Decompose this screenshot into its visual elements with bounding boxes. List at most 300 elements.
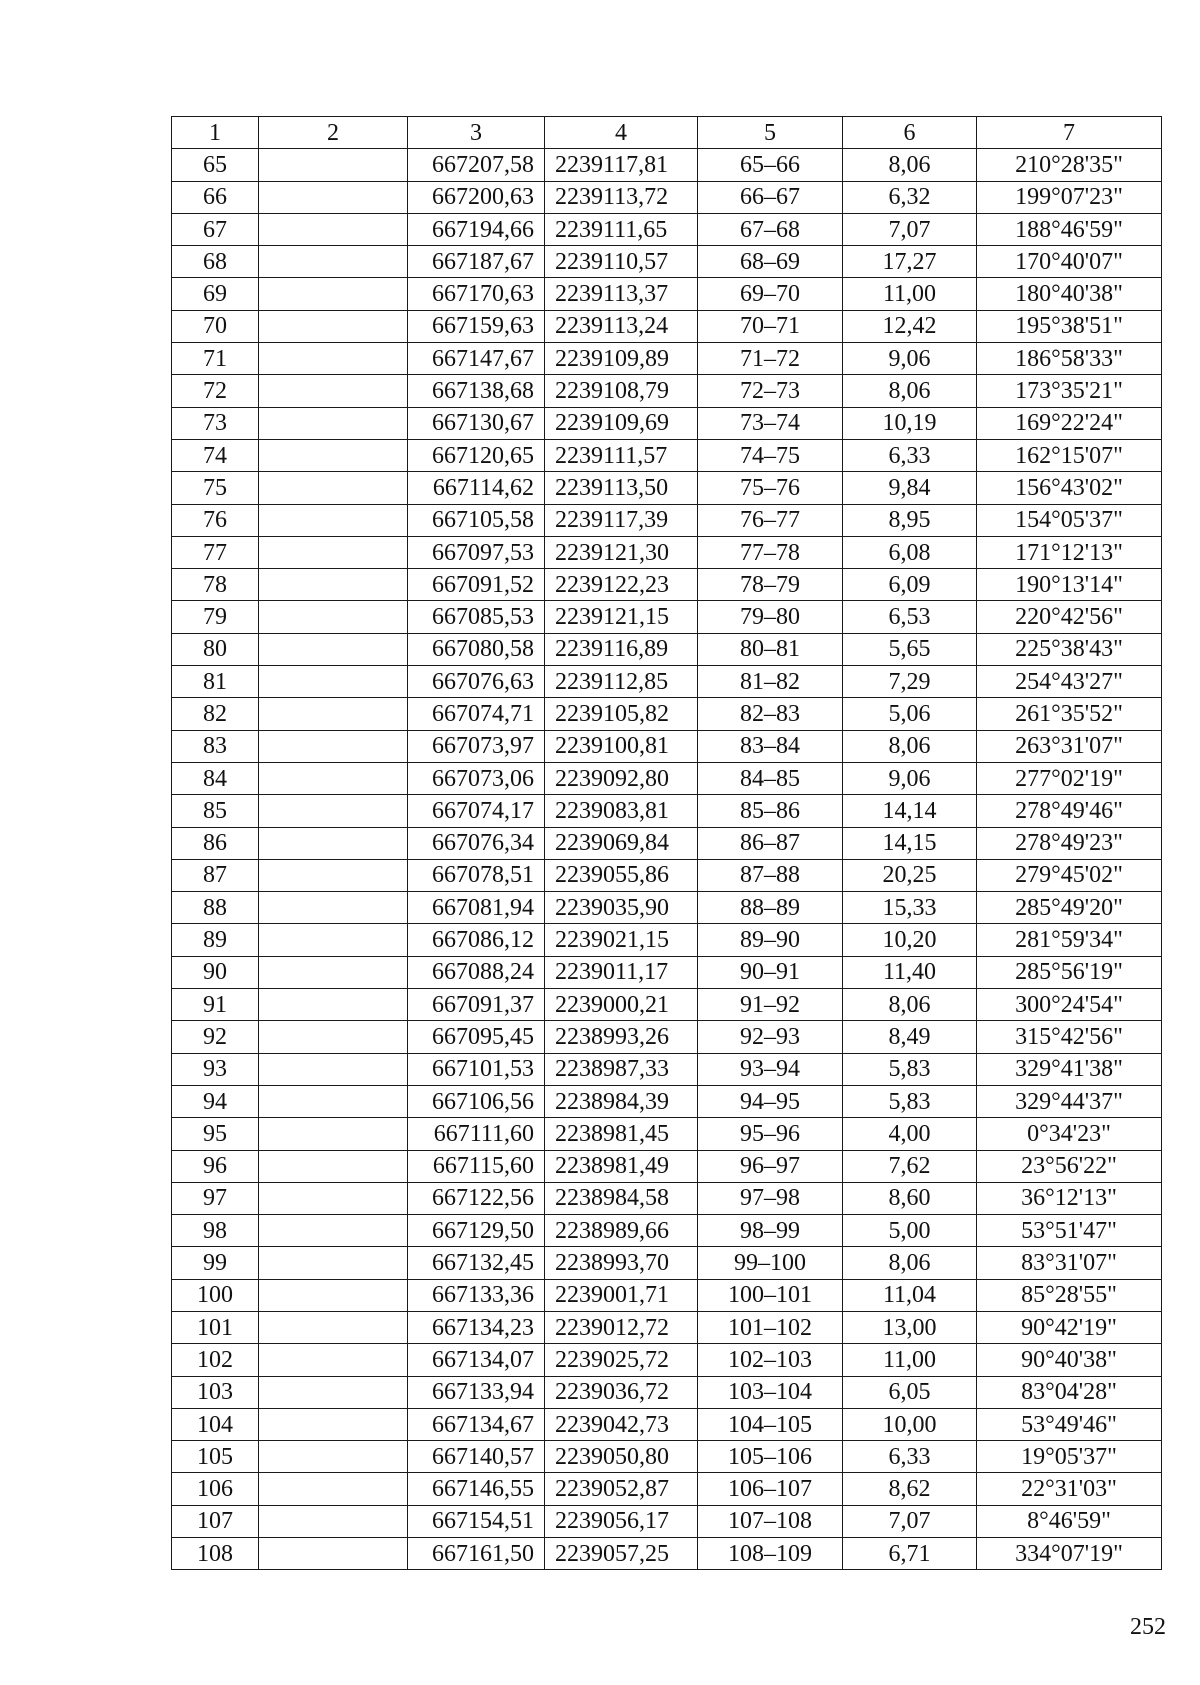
bearing-cell: 277°02'19" [977,762,1162,794]
segment-cell: 71–72 [698,343,843,375]
y-coordinate-cell: 2239083,81 [545,795,698,827]
bearing-cell: 36°12'13" [977,1182,1162,1214]
length-cell: 14,15 [843,827,977,859]
bearing-cell: 22°31'03" [977,1473,1162,1505]
table-row [172,375,1162,407]
blank-cell [259,310,408,342]
segment-cell: 85–86 [698,795,843,827]
bearing-cell: 154°05'37" [977,504,1162,536]
x-coordinate-cell: 667074,17 [408,795,545,827]
length-cell: 10,00 [843,1408,977,1440]
y-coordinate-cell: 2239056,17 [545,1505,698,1537]
point-number-cell: 100 [172,1279,259,1311]
table-row [172,1344,1162,1376]
x-coordinate-cell: 667081,94 [408,892,545,924]
x-coordinate-cell: 667130,67 [408,407,545,439]
header-cell: 1 [172,117,259,149]
bearing-cell: 263°31'07" [977,730,1162,762]
segment-cell: 66–67 [698,181,843,213]
blank-cell [259,1344,408,1376]
y-coordinate-cell: 2239069,84 [545,827,698,859]
segment-cell: 107–108 [698,1505,843,1537]
y-coordinate-cell: 2239057,25 [545,1538,698,1570]
table-row [172,1311,1162,1343]
y-coordinate-cell: 2239012,72 [545,1311,698,1343]
x-coordinate-cell: 667088,24 [408,956,545,988]
point-number-cell: 68 [172,246,259,278]
segment-cell: 100–101 [698,1279,843,1311]
table-row [172,1215,1162,1247]
page-number: 252 [1130,1614,1166,1640]
length-cell: 5,83 [843,1085,977,1117]
blank-cell [259,730,408,762]
blank-cell [259,439,408,471]
y-coordinate-cell: 2239111,65 [545,213,698,245]
x-coordinate-cell: 667133,94 [408,1376,545,1408]
blank-cell [259,1473,408,1505]
x-coordinate-cell: 667207,58 [408,149,545,181]
y-coordinate-cell: 2239110,57 [545,246,698,278]
point-number-cell: 89 [172,924,259,956]
length-cell: 6,33 [843,1441,977,1473]
table-row [172,956,1162,988]
blank-cell [259,1376,408,1408]
segment-cell: 102–103 [698,1344,843,1376]
blank-cell [259,1182,408,1214]
x-coordinate-cell: 667105,58 [408,504,545,536]
header-cell: 5 [698,117,843,149]
y-coordinate-cell: 2239042,73 [545,1408,698,1440]
bearing-cell: 329°41'38" [977,1053,1162,1085]
x-coordinate-cell: 667111,60 [408,1118,545,1150]
segment-cell: 95–96 [698,1118,843,1150]
y-coordinate-cell: 2239108,79 [545,375,698,407]
blank-cell [259,1053,408,1085]
segment-cell: 70–71 [698,310,843,342]
length-cell: 6,32 [843,181,977,213]
length-cell: 6,08 [843,536,977,568]
bearing-cell: 315°42'56" [977,1021,1162,1053]
bearing-cell: 281°59'34" [977,924,1162,956]
x-coordinate-cell: 667097,53 [408,536,545,568]
point-number-cell: 98 [172,1215,259,1247]
table-row [172,698,1162,730]
bearing-cell: 225°38'43" [977,633,1162,665]
point-number-cell: 97 [172,1182,259,1214]
x-coordinate-cell: 667078,51 [408,859,545,891]
bearing-cell: 329°44'37" [977,1085,1162,1117]
x-coordinate-cell: 667132,45 [408,1247,545,1279]
header-cell: 6 [843,117,977,149]
segment-cell: 92–93 [698,1021,843,1053]
segment-cell: 98–99 [698,1215,843,1247]
bearing-cell: 220°42'56" [977,601,1162,633]
point-number-cell: 73 [172,407,259,439]
point-number-cell: 82 [172,698,259,730]
segment-cell: 108–109 [698,1538,843,1570]
x-coordinate-cell: 667170,63 [408,278,545,310]
point-number-cell: 76 [172,504,259,536]
segment-cell: 83–84 [698,730,843,762]
table-row [172,1538,1162,1570]
blank-cell [259,956,408,988]
y-coordinate-cell: 2238993,26 [545,1021,698,1053]
bearing-cell: 53°51'47" [977,1215,1162,1247]
blank-cell [259,504,408,536]
segment-cell: 101–102 [698,1311,843,1343]
segment-cell: 67–68 [698,213,843,245]
blank-cell [259,795,408,827]
x-coordinate-cell: 667134,07 [408,1344,545,1376]
length-cell: 9,06 [843,343,977,375]
segment-cell: 99–100 [698,1247,843,1279]
bearing-cell: 195°38'51" [977,310,1162,342]
point-number-cell: 83 [172,730,259,762]
point-number-cell: 77 [172,536,259,568]
length-cell: 10,20 [843,924,977,956]
blank-cell [259,472,408,504]
segment-cell: 93–94 [698,1053,843,1085]
length-cell: 11,40 [843,956,977,988]
segment-cell: 88–89 [698,892,843,924]
y-coordinate-cell: 2238984,58 [545,1182,698,1214]
bearing-cell: 83°04'28" [977,1376,1162,1408]
blank-cell [259,343,408,375]
length-cell: 5,06 [843,698,977,730]
segment-cell: 76–77 [698,504,843,536]
table-row [172,601,1162,633]
blank-cell [259,1150,408,1182]
bearing-cell: 334°07'19" [977,1538,1162,1570]
table-row [172,1441,1162,1473]
bearing-cell: 170°40'07" [977,246,1162,278]
length-cell: 11,04 [843,1279,977,1311]
x-coordinate-cell: 667120,65 [408,439,545,471]
length-cell: 11,00 [843,1344,977,1376]
y-coordinate-cell: 2239000,21 [545,989,698,1021]
y-coordinate-cell: 2239117,39 [545,504,698,536]
table-row [172,1376,1162,1408]
length-cell: 9,06 [843,762,977,794]
table-row [172,762,1162,794]
bearing-cell: 0°34'23" [977,1118,1162,1150]
blank-cell [259,892,408,924]
x-coordinate-cell: 667076,34 [408,827,545,859]
bearing-cell: 261°35'52" [977,698,1162,730]
blank-cell [259,666,408,698]
bearing-cell: 278°49'23" [977,827,1162,859]
blank-cell [259,1505,408,1537]
table-row [172,1408,1162,1440]
bearing-cell: 254°43'27" [977,666,1162,698]
length-cell: 10,19 [843,407,977,439]
length-cell: 8,06 [843,989,977,1021]
segment-cell: 69–70 [698,278,843,310]
segment-cell: 97–98 [698,1182,843,1214]
x-coordinate-cell: 667133,36 [408,1279,545,1311]
length-cell: 5,83 [843,1053,977,1085]
segment-cell: 86–87 [698,827,843,859]
segment-cell: 96–97 [698,1150,843,1182]
blank-cell [259,375,408,407]
bearing-cell: 156°43'02" [977,472,1162,504]
table-row [172,1053,1162,1085]
x-coordinate-cell: 667146,55 [408,1473,545,1505]
x-coordinate-cell: 667101,53 [408,1053,545,1085]
bearing-cell: 188°46'59" [977,213,1162,245]
table-row [172,730,1162,762]
point-number-cell: 96 [172,1150,259,1182]
length-cell: 11,00 [843,278,977,310]
length-cell: 6,05 [843,1376,977,1408]
x-coordinate-cell: 667115,60 [408,1150,545,1182]
length-cell: 5,00 [843,1215,977,1247]
header-cell: 2 [259,117,408,149]
x-coordinate-cell: 667161,50 [408,1538,545,1570]
y-coordinate-cell: 2239055,86 [545,859,698,891]
blank-cell [259,1279,408,1311]
bearing-cell: 8°46'59" [977,1505,1162,1537]
table-row [172,1505,1162,1537]
segment-cell: 104–105 [698,1408,843,1440]
table-row [172,1247,1162,1279]
segment-cell: 84–85 [698,762,843,794]
length-cell: 12,42 [843,310,977,342]
segment-cell: 106–107 [698,1473,843,1505]
table-row [172,633,1162,665]
y-coordinate-cell: 2239109,89 [545,343,698,375]
length-cell: 14,14 [843,795,977,827]
blank-cell [259,989,408,1021]
bearing-cell: 210°28'35" [977,149,1162,181]
segment-cell: 82–83 [698,698,843,730]
y-coordinate-cell: 2239011,17 [545,956,698,988]
table-row [172,1473,1162,1505]
segment-cell: 77–78 [698,536,843,568]
blank-cell [259,1215,408,1247]
x-coordinate-cell: 667138,68 [408,375,545,407]
length-cell: 8,06 [843,375,977,407]
x-coordinate-cell: 667147,67 [408,343,545,375]
x-coordinate-cell: 667091,52 [408,569,545,601]
bearing-cell: 180°40'38" [977,278,1162,310]
blank-cell [259,1118,408,1150]
x-coordinate-cell: 667187,67 [408,246,545,278]
point-number-cell: 107 [172,1505,259,1537]
point-number-cell: 101 [172,1311,259,1343]
point-number-cell: 91 [172,989,259,1021]
segment-cell: 79–80 [698,601,843,633]
point-number-cell: 66 [172,181,259,213]
point-number-cell: 87 [172,859,259,891]
length-cell: 17,27 [843,246,977,278]
x-coordinate-cell: 667140,57 [408,1441,545,1473]
bearing-cell: 23°56'22" [977,1150,1162,1182]
y-coordinate-cell: 2239116,89 [545,633,698,665]
blank-cell [259,1441,408,1473]
point-number-cell: 81 [172,666,259,698]
y-coordinate-cell: 2239113,50 [545,472,698,504]
blank-cell [259,1538,408,1570]
y-coordinate-cell: 2238989,66 [545,1215,698,1247]
table-row [172,795,1162,827]
point-number-cell: 95 [172,1118,259,1150]
segment-cell: 81–82 [698,666,843,698]
x-coordinate-cell: 667159,63 [408,310,545,342]
length-cell: 6,53 [843,601,977,633]
table-row [172,569,1162,601]
point-number-cell: 106 [172,1473,259,1505]
length-cell: 8,95 [843,504,977,536]
bearing-cell: 169°22'24" [977,407,1162,439]
table-row [172,1150,1162,1182]
blank-cell [259,1247,408,1279]
table-row [172,924,1162,956]
x-coordinate-cell: 667106,56 [408,1085,545,1117]
segment-cell: 94–95 [698,1085,843,1117]
blank-cell [259,924,408,956]
y-coordinate-cell: 2239117,81 [545,149,698,181]
blank-cell [259,407,408,439]
table-row [172,278,1162,310]
point-number-cell: 92 [172,1021,259,1053]
table-row [172,439,1162,471]
x-coordinate-cell: 667200,63 [408,181,545,213]
x-coordinate-cell: 667091,37 [408,989,545,1021]
point-number-cell: 94 [172,1085,259,1117]
blank-cell [259,1085,408,1117]
bearing-cell: 90°42'19" [977,1311,1162,1343]
point-number-cell: 88 [172,892,259,924]
y-coordinate-cell: 2239050,80 [545,1441,698,1473]
y-coordinate-cell: 2238981,45 [545,1118,698,1150]
table-row [172,1085,1162,1117]
x-coordinate-cell: 667134,67 [408,1408,545,1440]
bearing-cell: 186°58'33" [977,343,1162,375]
blank-cell [259,633,408,665]
y-coordinate-cell: 2239121,15 [545,601,698,633]
table-row [172,1182,1162,1214]
blank-cell [259,601,408,633]
point-number-cell: 67 [172,213,259,245]
blank-cell [259,569,408,601]
point-number-cell: 108 [172,1538,259,1570]
point-number-cell: 104 [172,1408,259,1440]
length-cell: 7,07 [843,1505,977,1537]
point-number-cell: 80 [172,633,259,665]
point-number-cell: 90 [172,956,259,988]
y-coordinate-cell: 2239105,82 [545,698,698,730]
length-cell: 6,33 [843,439,977,471]
y-coordinate-cell: 2239092,80 [545,762,698,794]
blank-cell [259,181,408,213]
table-row [172,504,1162,536]
point-number-cell: 93 [172,1053,259,1085]
y-coordinate-cell: 2239052,87 [545,1473,698,1505]
table-row [172,536,1162,568]
length-cell: 7,07 [843,213,977,245]
table-row [172,892,1162,924]
bearing-cell: 162°15'07" [977,439,1162,471]
table-row [172,343,1162,375]
bearing-cell: 285°56'19" [977,956,1162,988]
table-row [172,213,1162,245]
point-number-cell: 74 [172,439,259,471]
y-coordinate-cell: 2239001,71 [545,1279,698,1311]
bearing-cell: 300°24'54" [977,989,1162,1021]
segment-cell: 87–88 [698,859,843,891]
y-coordinate-cell: 2239111,57 [545,439,698,471]
point-number-cell: 79 [172,601,259,633]
table-row [172,310,1162,342]
segment-cell: 65–66 [698,149,843,181]
bearing-cell: 199°07'23" [977,181,1162,213]
y-coordinate-cell: 2239121,30 [545,536,698,568]
y-coordinate-cell: 2239025,72 [545,1344,698,1376]
table-row [172,246,1162,278]
length-cell: 8,06 [843,1247,977,1279]
blank-cell [259,1021,408,1053]
blank-cell [259,859,408,891]
table-row [172,827,1162,859]
segment-cell: 80–81 [698,633,843,665]
blank-cell [259,762,408,794]
point-number-cell: 75 [172,472,259,504]
y-coordinate-cell: 2238984,39 [545,1085,698,1117]
x-coordinate-cell: 667154,51 [408,1505,545,1537]
header-cell: 4 [545,117,698,149]
coordinates-table [171,116,1162,1570]
point-number-cell: 70 [172,310,259,342]
segment-cell: 72–73 [698,375,843,407]
segment-cell: 89–90 [698,924,843,956]
header-cell: 7 [977,117,1162,149]
length-cell: 4,00 [843,1118,977,1150]
length-cell: 9,84 [843,472,977,504]
x-coordinate-cell: 667073,06 [408,762,545,794]
point-number-cell: 105 [172,1441,259,1473]
y-coordinate-cell: 2239036,72 [545,1376,698,1408]
blank-cell [259,536,408,568]
segment-cell: 105–106 [698,1441,843,1473]
point-number-cell: 65 [172,149,259,181]
bearing-cell: 53°49'46" [977,1408,1162,1440]
length-cell: 20,25 [843,859,977,891]
x-coordinate-cell: 667194,66 [408,213,545,245]
length-cell: 5,65 [843,633,977,665]
blank-cell [259,827,408,859]
y-coordinate-cell: 2238987,33 [545,1053,698,1085]
blank-cell [259,1408,408,1440]
segment-cell: 91–92 [698,989,843,1021]
segment-cell: 90–91 [698,956,843,988]
length-cell: 8,06 [843,730,977,762]
table-row [172,989,1162,1021]
y-coordinate-cell: 2239109,69 [545,407,698,439]
length-cell: 7,29 [843,666,977,698]
y-coordinate-cell: 2239113,24 [545,310,698,342]
point-number-cell: 99 [172,1247,259,1279]
length-cell: 8,60 [843,1182,977,1214]
blank-cell [259,246,408,278]
length-cell: 7,62 [843,1150,977,1182]
segment-cell: 68–69 [698,246,843,278]
blank-cell [259,213,408,245]
length-cell: 13,00 [843,1311,977,1343]
bearing-cell: 279°45'02" [977,859,1162,891]
point-number-cell: 69 [172,278,259,310]
y-coordinate-cell: 2238981,49 [545,1150,698,1182]
